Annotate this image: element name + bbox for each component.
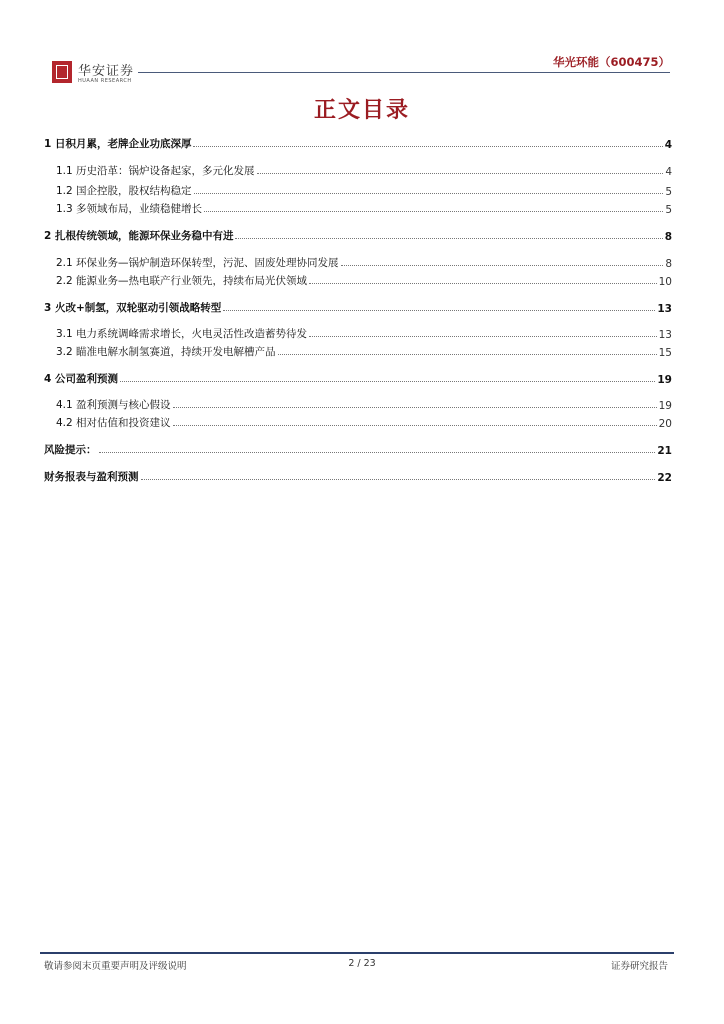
toc-entry-title: 3 火改+制氢，双轮驱动引领战略转型 <box>44 302 222 314</box>
toc-entry-title: 2 扎根传统领域，能源环保业务稳中有进 <box>44 230 234 242</box>
toc-leader-dots <box>99 452 656 453</box>
toc-entry-page: 8 <box>665 258 672 270</box>
toc-leader-dots <box>223 310 655 311</box>
footer-disclaimer: 敬请参阅末页重要声明及评级说明 <box>44 961 187 972</box>
company-ticker: 华光环能（600475） <box>552 55 670 69</box>
toc-leader-dots <box>278 354 657 355</box>
report-type: 证券研究报告 <box>610 961 668 972</box>
page-number: 2 / 23 <box>348 958 376 969</box>
toc-entry[interactable] <box>44 325 672 341</box>
toc-entry-title: 1.1 历史沿革：锅炉设备起家，多元化发展 <box>56 165 255 177</box>
toc-entry[interactable] <box>44 370 672 386</box>
toc-entry[interactable] <box>44 272 672 288</box>
toc-entry-title: 1 日积月累，老牌企业功底深厚 <box>44 138 192 150</box>
toc-entry[interactable] <box>44 441 672 457</box>
toc-entry-title: 财务报表与盈利预测 <box>44 471 139 483</box>
toc-leader-dots <box>120 381 655 382</box>
company-logo <box>52 61 72 83</box>
toc-entry[interactable] <box>44 200 672 216</box>
toc-entry-title: 2.1 环保业务—锅炉制造环保转型，污泥、固废处理协同发展 <box>56 257 339 269</box>
toc-entry-page: 5 <box>665 186 672 198</box>
toc-entry-page: 10 <box>658 276 672 288</box>
footer-divider <box>40 952 674 954</box>
toc-leader-dots <box>194 193 664 194</box>
toc-entry[interactable] <box>44 468 672 484</box>
toc-leader-dots <box>173 407 657 408</box>
brand-name-cn: 华安证券 <box>78 64 135 79</box>
toc-leader-dots <box>257 173 664 174</box>
toc-entry-title: 4.2 相对估值和投资建议 <box>56 417 171 429</box>
toc-entry-title: 风险提示： <box>44 444 97 456</box>
brand-name-en: HUAAN RESEARCH <box>78 78 132 84</box>
toc-entry[interactable] <box>44 227 672 243</box>
toc-entry-page: 20 <box>658 418 672 430</box>
toc-leader-dots <box>193 146 662 147</box>
toc-entry[interactable] <box>44 414 672 430</box>
header-divider <box>138 72 670 73</box>
toc-entry-page: 21 <box>657 445 672 457</box>
toc-entry[interactable] <box>44 182 672 198</box>
toc-entry-title: 3.2 瞄准电解水制氢赛道，持续开发电解槽产品 <box>56 346 276 358</box>
toc-entry-title: 2.2 能源业务—热电联产行业领先，持续布局光伏领域 <box>56 275 308 287</box>
toc-entry-title: 4.1 盈利预测与核心假设 <box>56 399 171 411</box>
toc-entry-page: 19 <box>657 374 672 386</box>
toc-entry-title: 1.3 多领域布局，业绩稳健增长 <box>56 203 203 215</box>
toc-entry-page: 15 <box>658 347 672 359</box>
page-title: 正文目录 <box>313 98 410 123</box>
toc-entry[interactable] <box>44 254 672 270</box>
toc-leader-dots <box>235 238 662 239</box>
toc-entry-title: 3.1 电力系统调峰需求增长，火电灵活性改造蓄势待发 <box>56 328 308 340</box>
toc-entry-title: 1.2 国企控股，股权结构稳定 <box>56 185 192 197</box>
toc-leader-dots <box>204 211 663 212</box>
toc-entry-page: 4 <box>665 166 672 178</box>
toc-entry[interactable] <box>44 162 672 178</box>
toc-entry[interactable] <box>44 343 672 359</box>
toc-entry[interactable] <box>44 299 672 315</box>
toc-entry[interactable] <box>44 135 672 151</box>
toc-entry-page: 13 <box>657 303 672 315</box>
toc-entry-page: 19 <box>658 400 672 412</box>
toc-entry-page: 8 <box>664 231 672 243</box>
toc-leader-dots <box>309 336 657 337</box>
toc-leader-dots <box>309 283 657 284</box>
toc-entry-title: 4 公司盈利预测 <box>44 373 118 385</box>
toc-leader-dots <box>141 479 656 480</box>
toc-entry[interactable] <box>44 396 672 412</box>
toc-entry-page: 4 <box>664 139 672 151</box>
toc-entry-page: 22 <box>657 472 672 484</box>
toc-leader-dots <box>173 425 657 426</box>
toc-entry-page: 13 <box>658 329 672 341</box>
toc-leader-dots <box>341 265 664 266</box>
toc-entry-page: 5 <box>665 204 672 216</box>
